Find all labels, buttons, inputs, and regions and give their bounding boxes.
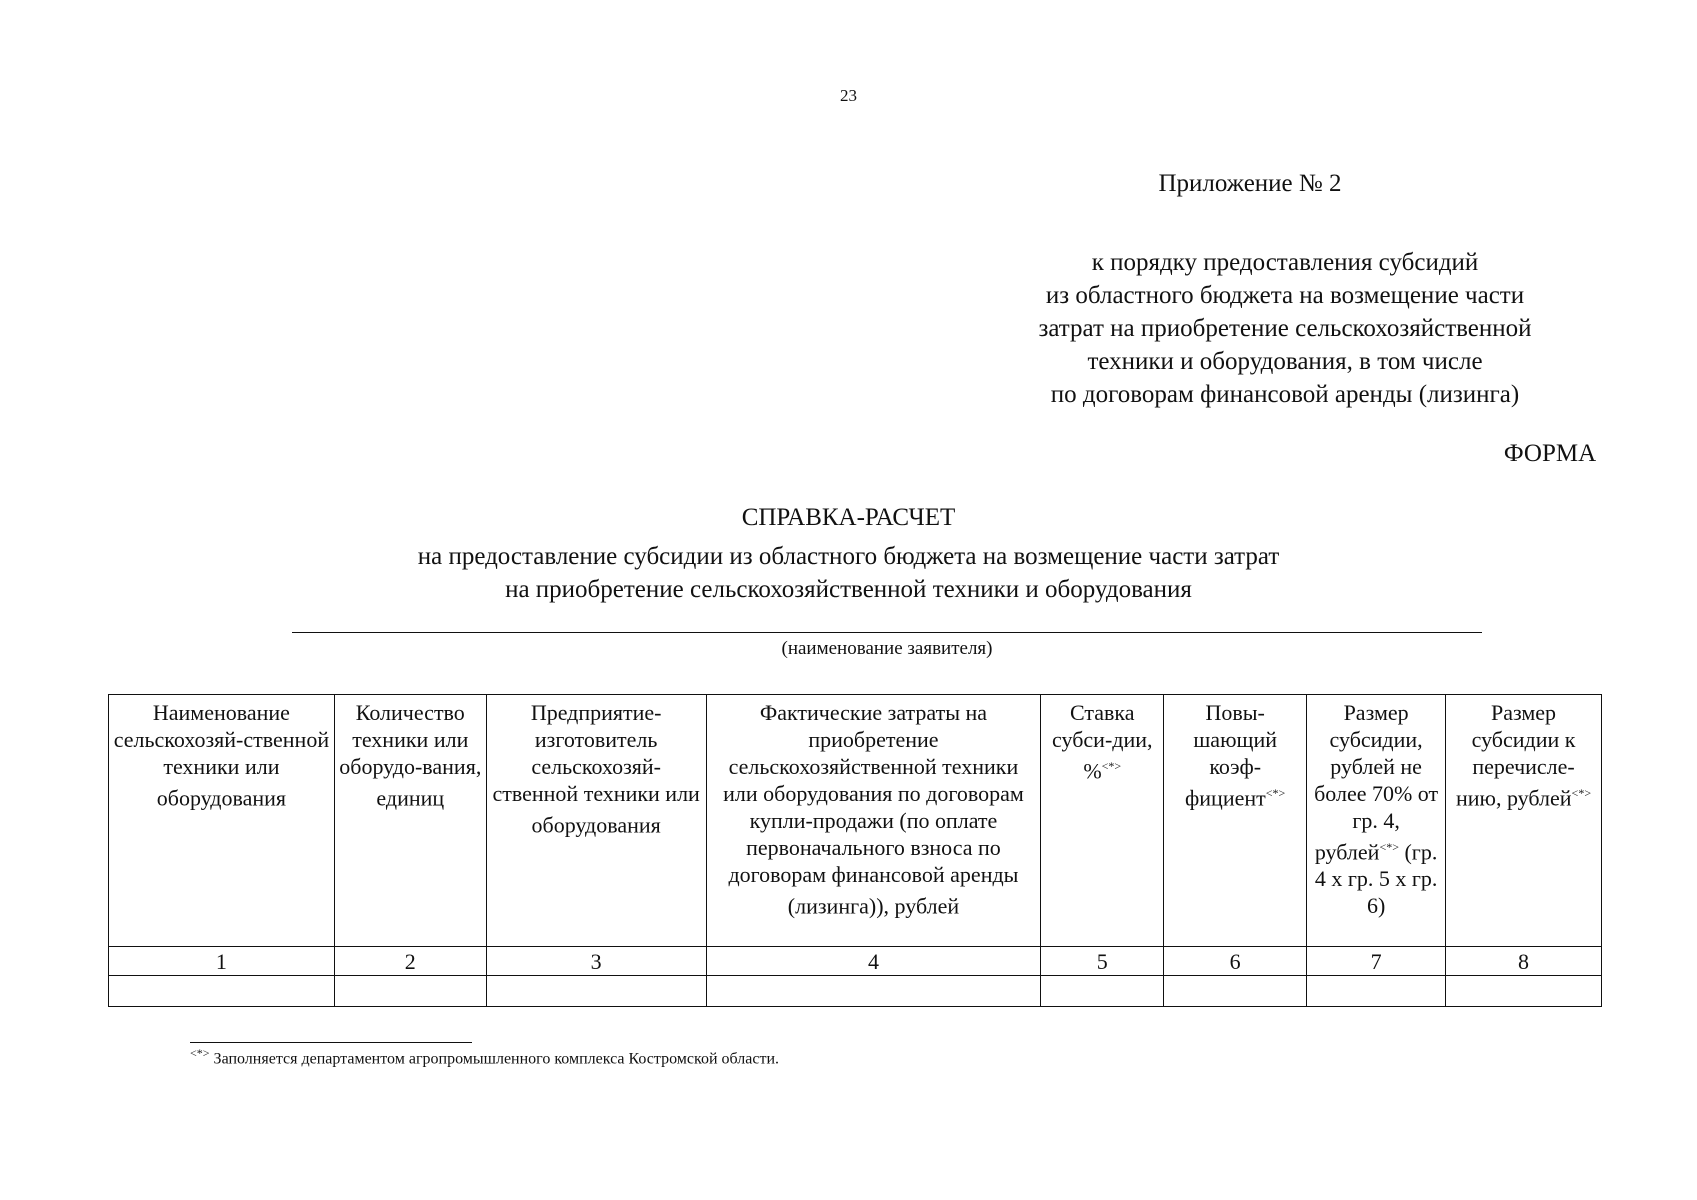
form-label: ФОРМА — [1503, 440, 1597, 467]
column-number: 5 — [1041, 947, 1164, 976]
appendix-line: к порядку предоставления субсидий — [1091, 249, 1479, 276]
footnote — [190, 1046, 779, 1068]
appendix-line: техники и оборудования, в том числе — [1087, 348, 1483, 375]
column-header: Ставка субси-дии, %<*> — [1041, 695, 1164, 947]
subtitle-line: на приобретение сельскохозяйственной техники и оборудования — [505, 576, 1192, 603]
column-header: Наименование сельскохозяй-ственной техники или оборудования — [109, 695, 335, 947]
page-number: 23 — [840, 86, 857, 105]
column-header: Фактические затраты на приобретение сельскохозяйственной техники или оборудования по договорам купли-продажи (по оплате первоначального взноса по договорам финансовой аренды (лизинга)), рублей — [706, 695, 1041, 947]
table-header-row — [109, 695, 1602, 947]
column-number: 7 — [1307, 947, 1446, 976]
subtitle-line: на предоставление субсидии из областного бюджета на возмещение части затрат — [417, 543, 1280, 570]
appendix-line: из областного бюджета на возмещение части — [1045, 282, 1525, 309]
column-number-row — [109, 947, 1602, 976]
empty-cell — [486, 976, 706, 1007]
column-number: 2 — [334, 947, 486, 976]
footnote-text: Заполняется департаментом агропромышленного комплекса Костромской области. — [213, 1050, 780, 1068]
column-header: Количество техники или оборудо-вания, единиц — [334, 695, 486, 947]
column-number: 3 — [486, 947, 706, 976]
column-header: Размер субсидии, рублей не более 70% от гр. 4, рублей<*> (гр. 4 х гр. 5 х гр. 6) — [1307, 695, 1446, 947]
appendix-title: Приложение № 2 — [1158, 170, 1342, 197]
empty-cell — [1446, 976, 1602, 1007]
empty-cell — [1041, 976, 1164, 1007]
applicant-caption: (наименование заявителя) — [781, 638, 993, 659]
column-header: Предприятие-изготовитель сельскохозяй-ственной техники или оборудования — [486, 695, 706, 947]
footnote-separator — [190, 1042, 472, 1043]
footnote-marker: <*> — [190, 1046, 210, 1060]
empty-cell — [706, 976, 1041, 1007]
empty-cell — [1307, 976, 1446, 1007]
empty-cell — [334, 976, 486, 1007]
applicant-name-line — [292, 632, 1482, 633]
column-header: Повы-шающий коэф-фициент<*> — [1164, 695, 1307, 947]
table-row — [109, 976, 1602, 1007]
column-number: 8 — [1446, 947, 1602, 976]
column-number: 4 — [706, 947, 1041, 976]
empty-cell — [109, 976, 335, 1007]
calculation-table — [108, 694, 1602, 1007]
empty-cell — [1164, 976, 1307, 1007]
appendix-line: по договорам финансовой аренды (лизинга) — [1050, 381, 1520, 408]
column-header: Размер субсидии к перечисле-нию, рублей<*> — [1446, 695, 1602, 947]
document-title: СПРАВКА-РАСЧЕТ — [741, 504, 956, 531]
column-number: 6 — [1164, 947, 1307, 976]
appendix-line: затрат на приобретение сельскохозяйственной — [1038, 315, 1532, 342]
document-subtitle — [0, 540, 1697, 606]
appendix-text — [990, 246, 1580, 411]
column-number: 1 — [109, 947, 335, 976]
